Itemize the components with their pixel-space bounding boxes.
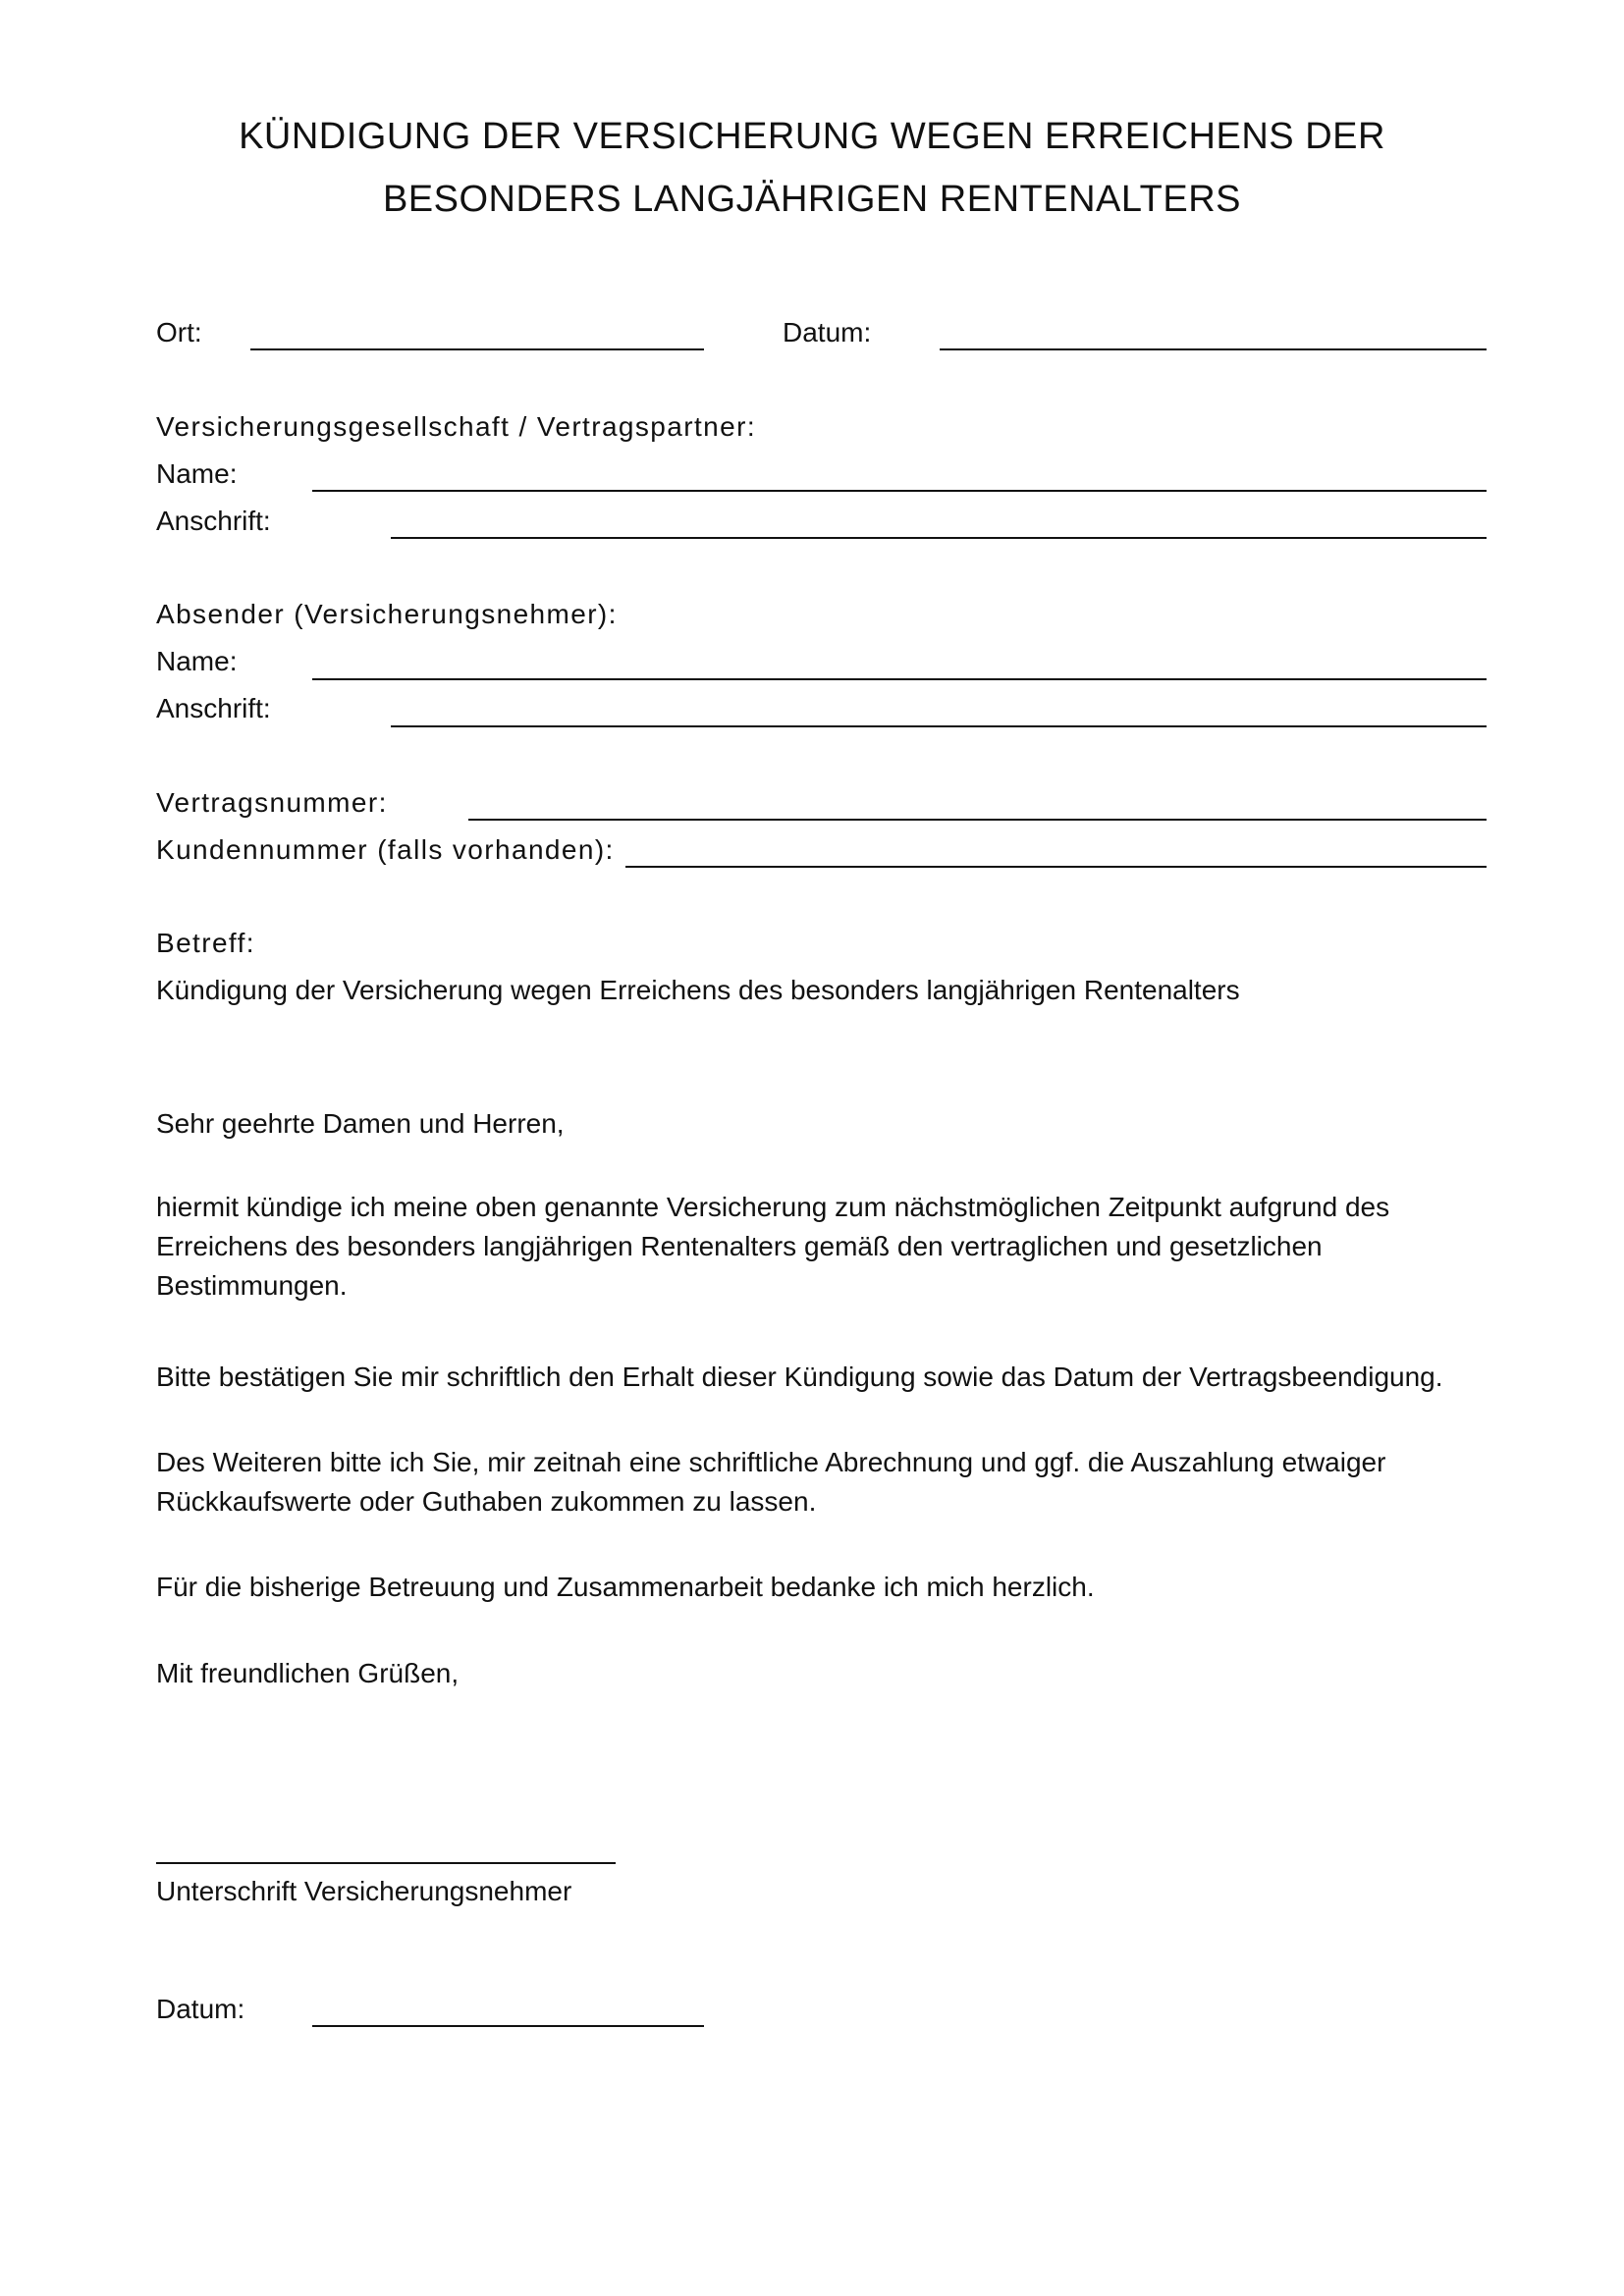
body-paragraph-1: hiermit kündige ich meine oben genannte Versicherung zum nächstmöglichen Zeitpunkt aufgrund des Erreichens des besonders langjährigen Rentenalters gemäß den vertraglichen und gesetzlichen Bestimmungen. bbox=[156, 1192, 1390, 1301]
signature-label: Unterschrift Versicherungsnehmer bbox=[156, 1876, 572, 1906]
body-paragraph-4: Für die bisherige Betreuung und Zusammenarbeit bedanke ich mich herzlich. bbox=[156, 1572, 1095, 1602]
bottom-datum-label: Datum: bbox=[156, 1994, 245, 2024]
datum-field-line[interactable] bbox=[940, 348, 1487, 350]
insurer-address-line[interactable] bbox=[391, 537, 1487, 539]
datum-label: Datum: bbox=[783, 317, 872, 347]
salutation: Sehr geehrte Damen und Herren, bbox=[156, 1108, 565, 1139]
subject-label: Betreff: bbox=[156, 928, 255, 958]
customer-number-label: Kundennummer (falls vorhanden): bbox=[156, 834, 615, 865]
insurer-name-line[interactable] bbox=[312, 490, 1487, 492]
sender-heading: Absender (Versicherungsnehmer): bbox=[156, 599, 618, 629]
closing: Mit freundlichen Grüßen, bbox=[156, 1658, 460, 1688]
contract-number-line[interactable] bbox=[468, 819, 1487, 821]
document-title-line-2: BESONDERS LANGJÄHRIGEN RENTENALTERS bbox=[382, 179, 1242, 220]
sender-name-line[interactable] bbox=[312, 678, 1487, 680]
sender-address-line[interactable] bbox=[391, 725, 1487, 727]
ort-field-line[interactable] bbox=[250, 348, 704, 350]
insurer-name-label: Name: bbox=[156, 458, 238, 489]
body-paragraph-2: Bitte bestätigen Sie mir schriftlich den Erhalt dieser Kündigung sowie das Datum der Vertragsbeendigung. bbox=[156, 1362, 1443, 1392]
insurer-address-label: Anschrift: bbox=[156, 506, 271, 536]
insurer-heading: Versicherungsgesellschaft / Vertragspartner: bbox=[156, 411, 757, 442]
customer-number-line[interactable] bbox=[625, 866, 1487, 868]
document-title-line-1: KÜNDIGUNG DER VERSICHERUNG WEGEN ERREICHENS DER bbox=[239, 116, 1385, 157]
subject-text: Kündigung der Versicherung wegen Erreichens des besonders langjährigen Rentenalters bbox=[156, 975, 1240, 1005]
sender-name-label: Name: bbox=[156, 646, 238, 676]
contract-number-label: Vertragsnummer: bbox=[156, 787, 388, 818]
body-paragraph-3: Des Weiteren bitte ich Sie, mir zeitnah eine schriftliche Abrechnung und ggf. die Auszahlung etwaiger Rückkaufswerte oder Guthaben zukommen zu lassen. bbox=[156, 1447, 1386, 1517]
signature-line[interactable] bbox=[156, 1862, 616, 1864]
bottom-datum-line[interactable] bbox=[312, 2025, 704, 2027]
ort-label: Ort: bbox=[156, 317, 202, 347]
sender-address-label: Anschrift: bbox=[156, 693, 271, 723]
